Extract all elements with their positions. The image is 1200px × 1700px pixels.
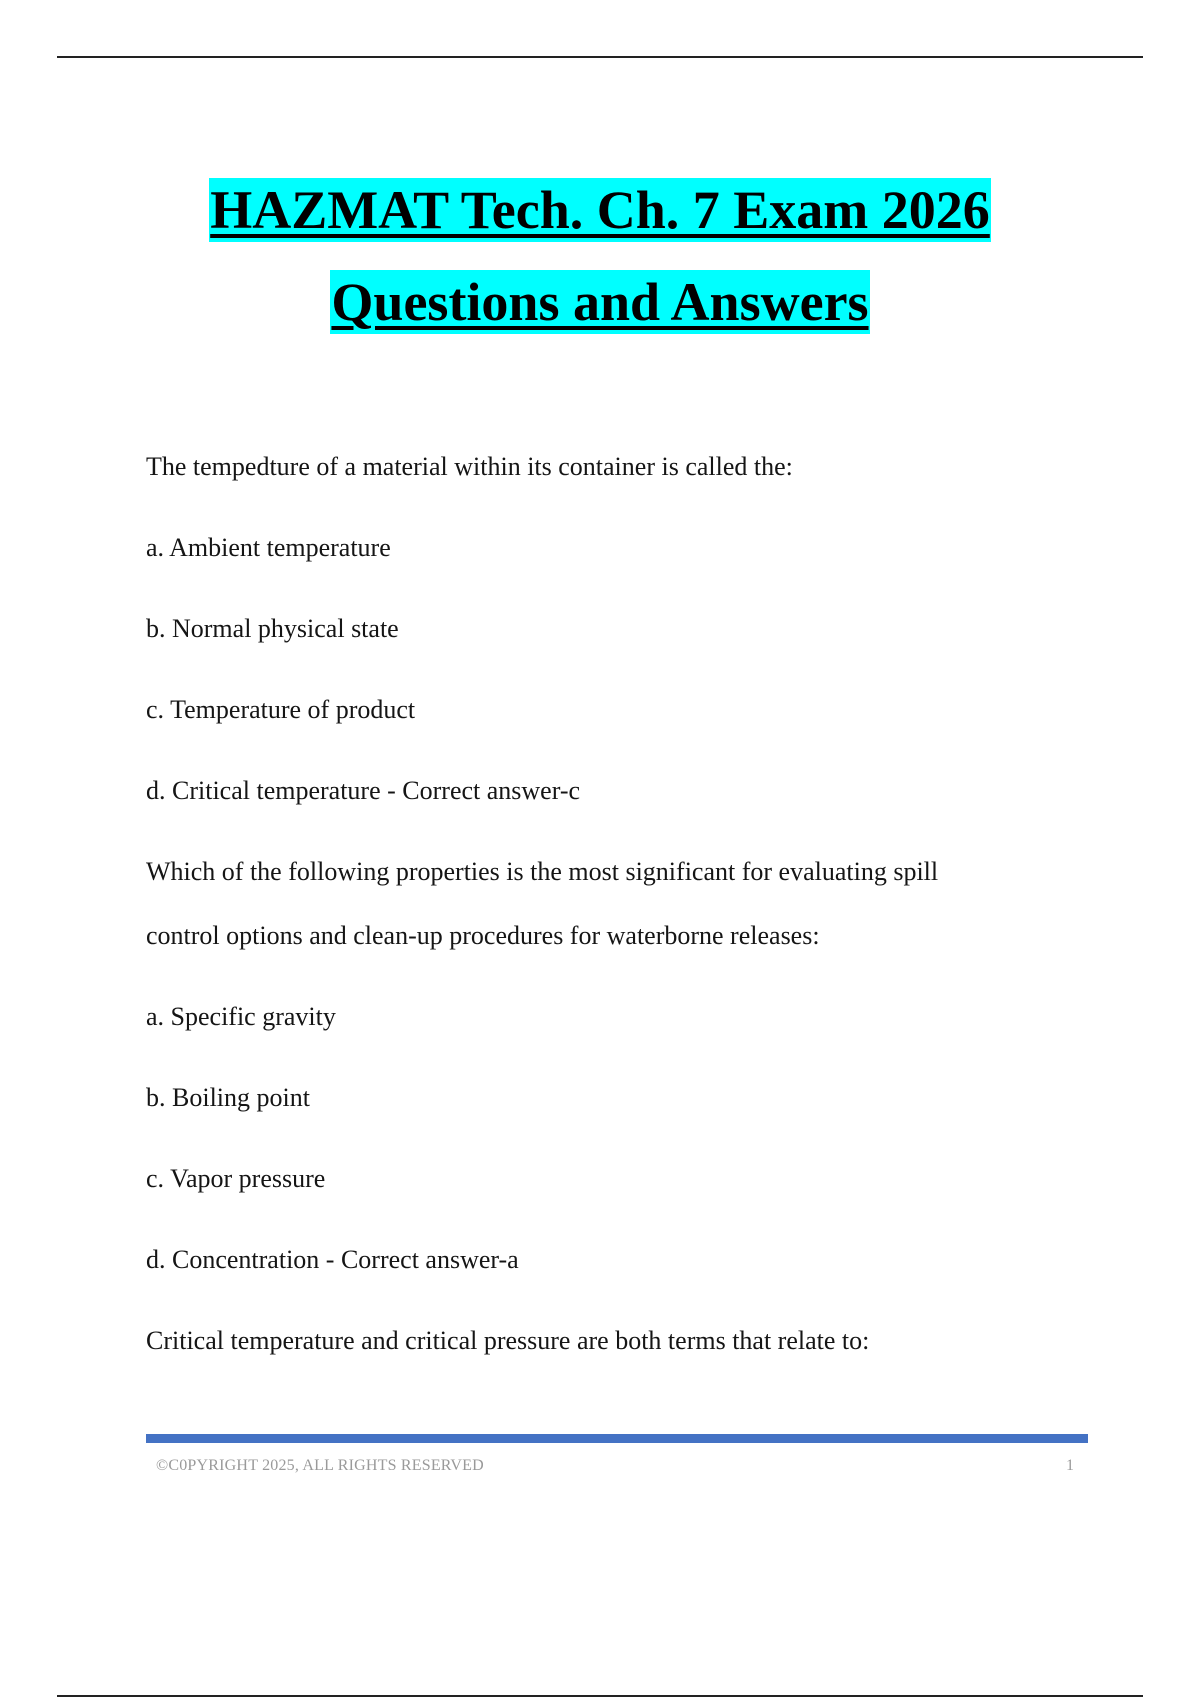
question-1-option-a: a. Ambient temperature — [146, 533, 391, 562]
question-2-option-b: b. Boiling point — [146, 1083, 310, 1112]
question-content — [146, 450, 1046, 1358]
document-title-line-1: HAZMAT Tech. Ch. 7 Exam 2026 — [210, 180, 990, 240]
question-1-option-b: b. Normal physical state — [146, 614, 399, 643]
question-2-option-d: d. Concentration - Correct answer-a — [146, 1245, 519, 1274]
footer-copyright: ©C0PYRIGHT 2025, ALL RIGHTS RESERVED — [156, 1457, 484, 1474]
footer-bar — [146, 1434, 1088, 1443]
footer-page-number: 1 — [1066, 1457, 1074, 1474]
title-block — [0, 178, 1200, 334]
question-1-option-d: d. Critical temperature - Correct answer-c — [146, 776, 581, 805]
question-2-prompt-line-1: Which of the following properties is the most significant for evaluating spill — [146, 857, 939, 886]
question-2-option-a: a. Specific gravity — [146, 1002, 336, 1031]
question-1-prompt: The tempedture of a material within its container is called the: — [146, 452, 793, 481]
question-2-option-c: c. Vapor pressure — [146, 1164, 326, 1193]
document-title-line-2: Questions and Answers — [331, 272, 869, 332]
top-rule — [57, 56, 1143, 58]
question-2-prompt-line-2: control options and clean-up procedures for waterborne releases: — [146, 921, 820, 950]
question-3-prompt: Critical temperature and critical pressure are both terms that relate to: — [146, 1326, 870, 1355]
bottom-rule — [57, 1695, 1143, 1697]
question-1-option-c: c. Temperature of product — [146, 695, 416, 724]
